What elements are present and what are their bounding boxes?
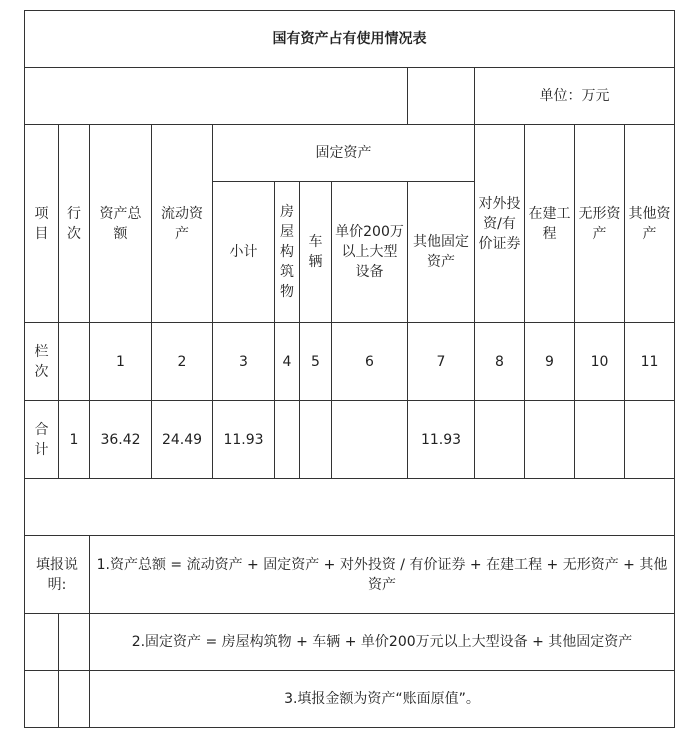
intangible-value xyxy=(575,401,625,479)
blank-cell xyxy=(25,614,59,671)
header-large-equipment: 单价200万以上大型设备 xyxy=(332,182,408,323)
total-row-label: 合计 xyxy=(25,401,59,479)
table-title: 国有资产占有使用情况表 xyxy=(25,11,675,68)
header-other-assets: 其他资产 xyxy=(625,125,675,323)
total-assets-value: 36.42 xyxy=(90,401,152,479)
column-row-label: 栏次 xyxy=(25,323,59,401)
header-investment: 对外投资/有价证券 xyxy=(475,125,525,323)
header-item: 项目 xyxy=(25,125,59,323)
vehicles-value xyxy=(300,401,332,479)
notes-label: 填报说明: xyxy=(25,536,90,614)
total-row-no: 1 xyxy=(59,401,90,479)
header-intangible: 无形资产 xyxy=(575,125,625,323)
buildings-value xyxy=(275,401,300,479)
column-number: 11 xyxy=(625,323,675,401)
column-number: 9 xyxy=(525,323,575,401)
column-number: 5 xyxy=(300,323,332,401)
header-fixed-assets: 固定资产 xyxy=(213,125,475,182)
other-fixed-value: 11.93 xyxy=(408,401,475,479)
investment-value xyxy=(475,401,525,479)
header-vehicles: 车辆 xyxy=(300,182,332,323)
header-total-assets: 资产总额 xyxy=(90,125,152,323)
blank-cell xyxy=(408,68,475,125)
note-item: 2.固定资产 = 房屋构筑物 + 车辆 + 单价200万元以上大型设备 + 其他固定资产 xyxy=(90,614,675,671)
header-buildings: 房屋构筑物 xyxy=(275,182,300,323)
blank-cell xyxy=(59,323,90,401)
current-assets-value: 24.49 xyxy=(152,401,213,479)
header-construction: 在建工程 xyxy=(525,125,575,323)
subtotal-value: 11.93 xyxy=(213,401,275,479)
other-assets-value xyxy=(625,401,675,479)
column-number: 2 xyxy=(152,323,213,401)
column-number: 7 xyxy=(408,323,475,401)
blank-cell xyxy=(25,671,59,728)
column-number: 4 xyxy=(275,323,300,401)
large-equipment-value xyxy=(332,401,408,479)
note-item: 1.资产总额 = 流动资产 + 固定资产 + 对外投资 / 有价证券 + 在建工程 + 无形资产 + 其他资产 xyxy=(90,536,675,614)
blank-cell xyxy=(25,68,408,125)
header-subtotal: 小计 xyxy=(213,182,275,323)
header-current-assets: 流动资产 xyxy=(152,125,213,323)
blank-cell xyxy=(59,614,90,671)
column-number: 8 xyxy=(475,323,525,401)
column-number: 3 xyxy=(213,323,275,401)
asset-table xyxy=(24,10,675,728)
header-other-fixed: 其他固定资产 xyxy=(408,182,475,323)
header-row-no: 行次 xyxy=(59,125,90,323)
construction-value xyxy=(525,401,575,479)
blank-cell xyxy=(59,671,90,728)
column-number: 6 xyxy=(332,323,408,401)
column-number: 10 xyxy=(575,323,625,401)
column-number: 1 xyxy=(90,323,152,401)
note-item: 3.填报金额为资产“账面原值”。 xyxy=(90,671,675,728)
blank-row xyxy=(25,479,675,536)
unit-label: 单位：万元 xyxy=(475,68,675,125)
